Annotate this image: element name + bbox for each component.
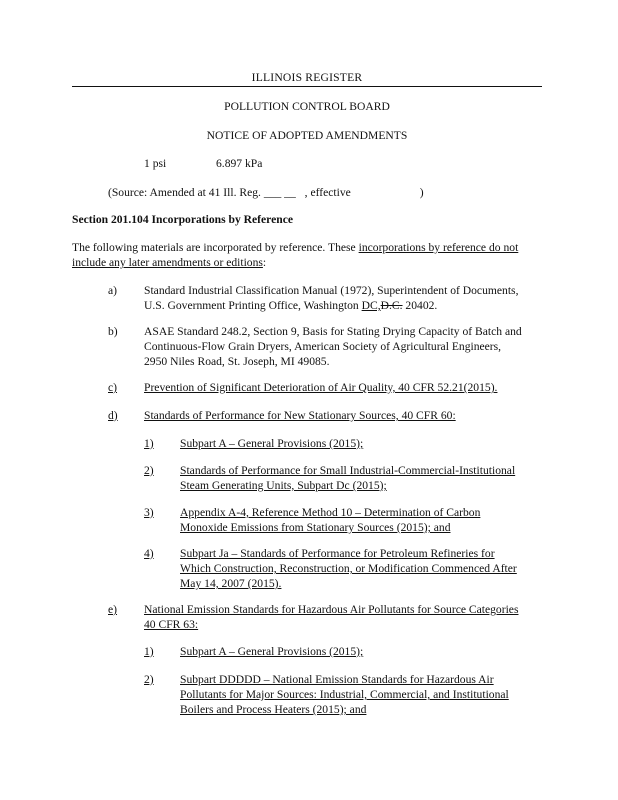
- item-e-text: [144, 602, 534, 632]
- item-a-line2: [144, 298, 534, 313]
- intro-plain: The following materials are incorporated by reference. These: [72, 241, 359, 254]
- register-header: ILLINOIS REGISTER: [72, 70, 542, 87]
- intro-underlined-1: incorporations by reference do not: [358, 241, 519, 254]
- item-e2-line2: Pollutants for Major Sources: Industrial, Commercial, and Institutional: [180, 688, 509, 701]
- item-a-text: [144, 283, 534, 313]
- item-e2-line1: Subpart DDDDD – National Emission Standards for Hazardous Air: [180, 673, 494, 686]
- item-a-inserted: DC,: [361, 299, 381, 312]
- item-d4-line3: May 14, 2007 (2015).: [180, 577, 282, 590]
- item-c-text: Prevention of Significant Deterioration of Air Quality, 40 CFR 52.21(2015).: [144, 381, 498, 394]
- item-d4-text: [180, 546, 570, 591]
- item-d-label: d): [108, 409, 118, 422]
- item-a-struck: D.C.: [380, 299, 403, 312]
- item-e1-label: 1): [144, 645, 154, 658]
- item-d1-label: 1): [144, 437, 154, 450]
- item-d1-text: [180, 436, 570, 451]
- source-note: [108, 185, 424, 200]
- item-e-line2: 40 CFR 63:: [144, 618, 199, 631]
- notice-title: NOTICE OF ADOPTED AMENDMENTS: [206, 129, 408, 142]
- item-e1-line1: Subpart A – General Provisions (2015);: [180, 645, 364, 658]
- item-e2-line3: Boilers and Process Heaters (2015); and: [180, 703, 367, 716]
- item-d3-line2: Monoxide Emissions from Stationary Sources (2015); and: [180, 521, 451, 534]
- item-d2-line2: Steam Generating Units, Subpart Dc (2015);: [180, 479, 387, 492]
- item-d2-text: [180, 463, 570, 493]
- source-close: ): [419, 186, 424, 199]
- intro-underlined-2: include any later amendments or editions: [72, 256, 263, 269]
- item-b-line1: ASAE Standard 248.2, Section 9, Basis for Stating Drying Capacity of Batch and: [144, 325, 522, 338]
- intro-end: :: [262, 256, 267, 269]
- item-e2-label: 2): [144, 673, 154, 686]
- item-d2-label: 2): [144, 464, 154, 477]
- source-blank: ___ __: [263, 186, 296, 199]
- item-d-text: Standards of Performance for New Stationary Sources, 40 CFR 60:: [144, 409, 456, 422]
- item-d4-label: 4): [144, 547, 154, 560]
- item-a-line2-plain: U.S. Government Printing Office, Washington: [144, 299, 362, 312]
- item-d3-text: [180, 505, 570, 535]
- item-b-line2: Continuous-Flow Grain Dryers, American Society of Agricultural Engineers,: [144, 340, 502, 353]
- item-e1-text: [180, 644, 570, 659]
- item-a-line1: Standard Industrial Classification Manual (1972), Superintendent of Documents,: [144, 284, 519, 297]
- item-b-label: b): [108, 325, 118, 338]
- conversion-unit: 1 psi: [144, 157, 167, 170]
- item-b-text: [144, 324, 534, 369]
- agency-title: POLLUTION CONTROL BOARD: [224, 100, 390, 113]
- item-d3-label: 3): [144, 506, 154, 519]
- item-d4-line2: Which Construction, Reconstruction, or Modification Commenced After: [180, 562, 517, 575]
- item-d1-line1: Subpart A – General Provisions (2015);: [180, 437, 364, 450]
- source-mid: , effective: [304, 186, 351, 199]
- item-d4-line1: Subpart Ja – Standards of Performance for Petroleum Refineries for: [180, 547, 495, 560]
- section-intro: [72, 240, 542, 270]
- item-a-line2-end: 20402.: [402, 299, 438, 312]
- section-heading: Section 201.104 Incorporations by Reference: [72, 213, 294, 226]
- item-d2-line1: Standards of Performance for Small Industrial-Commercial-Institutional: [180, 464, 516, 477]
- item-c-label: c): [108, 381, 118, 394]
- item-e-label: e): [108, 603, 118, 616]
- item-a-label: a): [108, 284, 118, 297]
- item-b-line3: 2950 Niles Road, St. Joseph, MI 49085.: [144, 355, 330, 368]
- item-d3-line1: Appendix A-4, Reference Method 10 – Determination of Carbon: [180, 506, 481, 519]
- item-e-line1: National Emission Standards for Hazardous Air Pollutants for Source Categories: [144, 603, 519, 616]
- conversion-value: 6.897 kPa: [216, 157, 263, 170]
- source-prefix: (Source: Amended at 41 Ill. Reg.: [108, 186, 261, 199]
- item-e2-text: [180, 672, 570, 717]
